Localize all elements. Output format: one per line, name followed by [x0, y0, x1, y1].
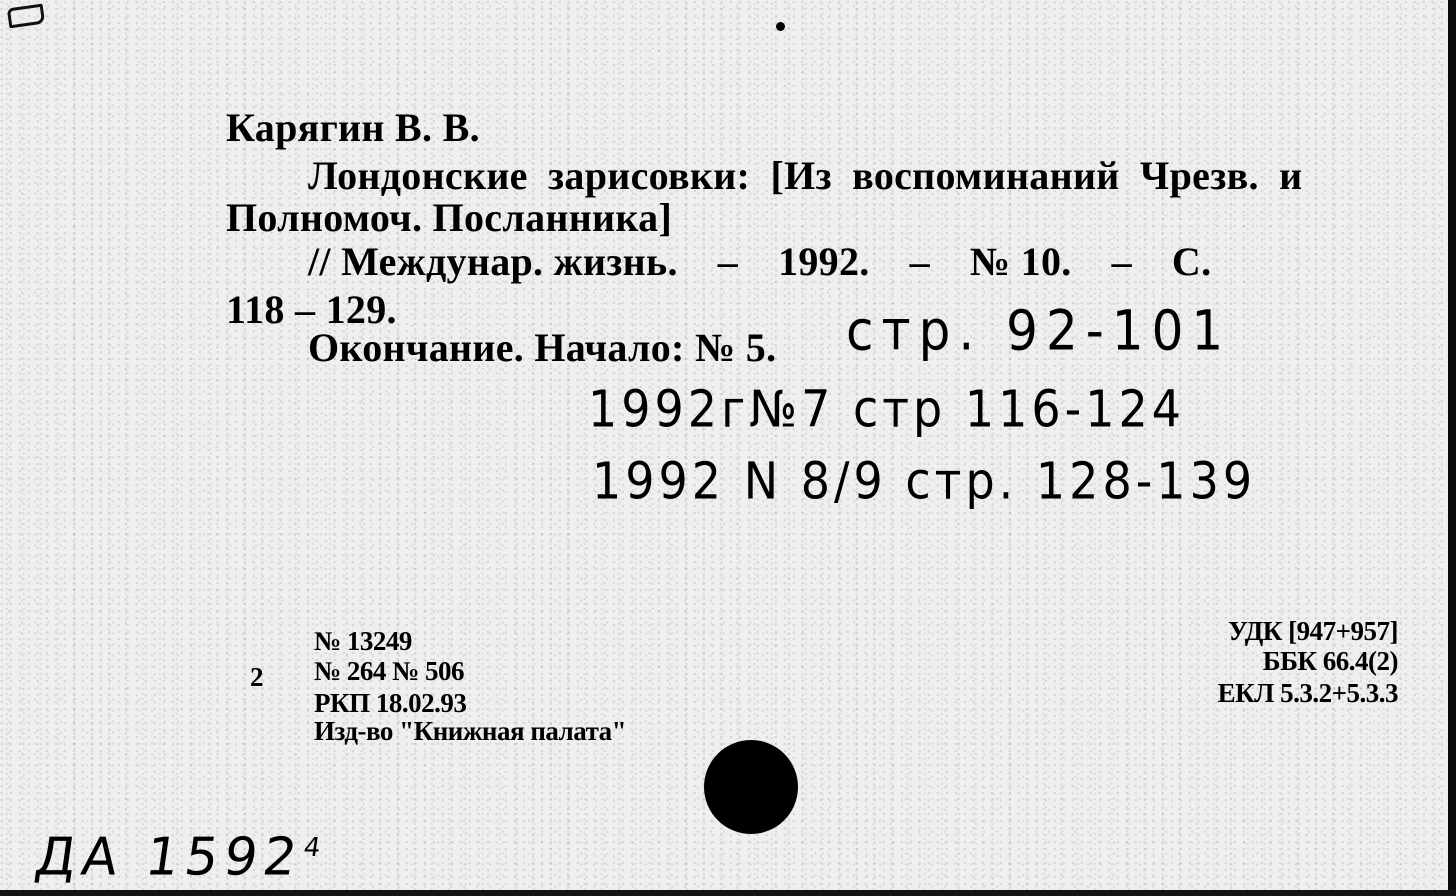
- source-line: [308, 240, 1211, 284]
- source-pages: 118 – 129.: [226, 287, 397, 332]
- card-punch-hole: [704, 740, 798, 834]
- shelf-mark: [31, 818, 330, 887]
- handwritten-line-2: 1992г№7 стр 116-124: [588, 379, 1186, 439]
- ekl-code: ЕКЛ 5.3.2+5.3.3: [1217, 678, 1398, 708]
- source-journal: // Междунар. жизнь.: [308, 239, 678, 284]
- handwritten-line-3: 1992 N 8/9 стр. 128-139: [592, 451, 1257, 511]
- card-edge-bottom: [0, 890, 1456, 896]
- author-name: Карягин В. В.: [226, 105, 480, 150]
- card-edge-right: [1448, 0, 1456, 896]
- udk-code: УДК [947+957]: [1228, 616, 1398, 646]
- copies-count: 2: [250, 662, 263, 692]
- title-line-2: Полномоч. Посланника]: [226, 195, 673, 240]
- bbk-code: ББК 66.4(2): [1262, 646, 1398, 676]
- source-dash-3: –: [1111, 239, 1132, 284]
- ending-note: Окончание. Начало: № 5.: [308, 325, 777, 370]
- top-dot-mark: [776, 22, 785, 31]
- source-year: 1992.: [778, 239, 870, 284]
- corner-scribble-mark: [7, 4, 45, 29]
- source-dash-2: –: [909, 239, 930, 284]
- source-dash-1: –: [717, 239, 739, 284]
- registration-number-2: № 264 № 506: [314, 656, 465, 686]
- source-page-prefix: С.: [1171, 239, 1212, 284]
- shelf-mark-code: ДА 1592: [31, 827, 307, 888]
- handwritten-line-1: стр. 92-101: [846, 299, 1232, 363]
- shelf-mark-superscript: 4: [301, 833, 329, 863]
- registration-number-1: № 13249: [314, 626, 412, 656]
- publisher: Изд-во "Книжная палата": [314, 716, 627, 746]
- title-line-1: Лондонские зарисовки: [Из воспоминаний Чрезв. и: [308, 153, 1303, 198]
- source-issue: № 10.: [969, 239, 1072, 284]
- rkp-date: РКП 18.02.93: [314, 688, 467, 718]
